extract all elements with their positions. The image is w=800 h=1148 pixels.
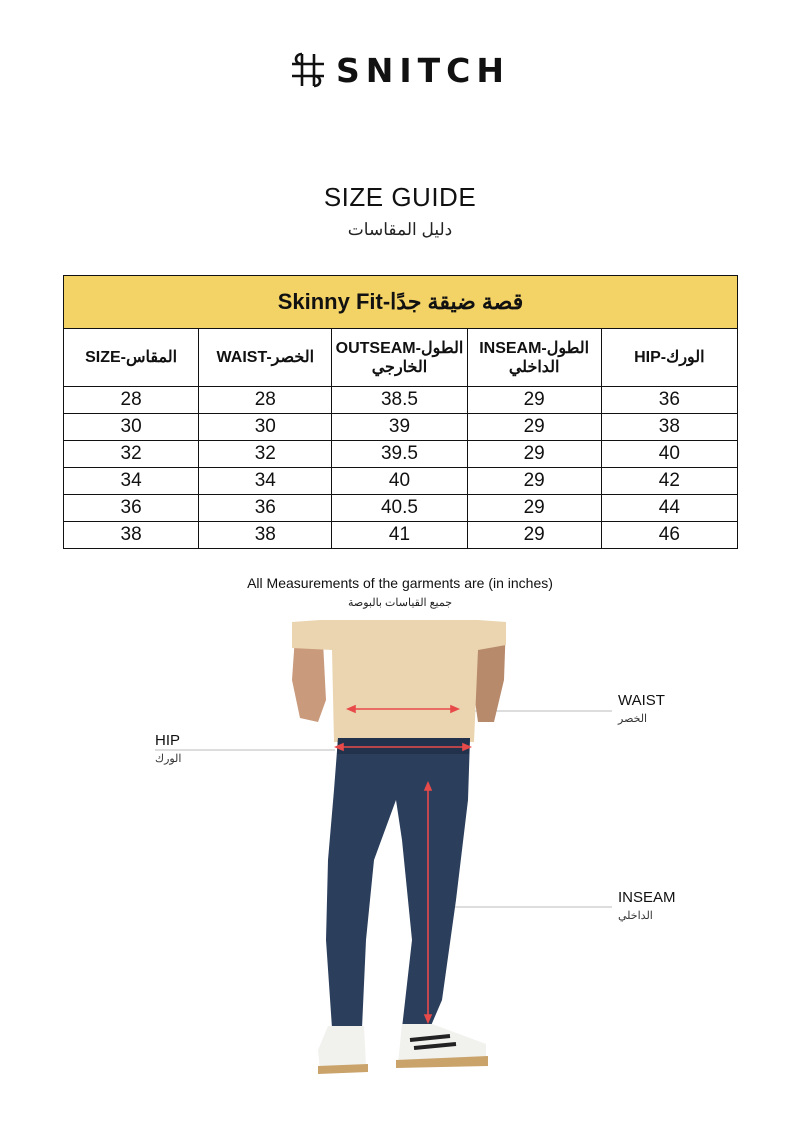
cell-size: 36 bbox=[64, 495, 199, 522]
cell-inseam: 29 bbox=[467, 495, 601, 522]
cell-hip: 42 bbox=[601, 468, 737, 495]
cell-inseam: 29 bbox=[467, 468, 601, 495]
cell-hip: 44 bbox=[601, 495, 737, 522]
col-header-outseam: OUTSEAM-الطول الخارجي bbox=[332, 329, 467, 387]
cell-outseam: 40 bbox=[332, 468, 467, 495]
cell-waist: 36 bbox=[199, 495, 332, 522]
cell-inseam: 29 bbox=[467, 414, 601, 441]
cell-hip: 40 bbox=[601, 441, 737, 468]
cell-outseam: 39 bbox=[332, 414, 467, 441]
cell-waist: 30 bbox=[199, 414, 332, 441]
inseam-label bbox=[618, 890, 676, 924]
waist-label-ar: الخصر bbox=[618, 713, 648, 725]
col-header-hip: HIP-الورك bbox=[601, 329, 737, 387]
table-row bbox=[64, 441, 738, 468]
logo-mark-icon bbox=[290, 52, 326, 88]
cell-waist: 28 bbox=[199, 387, 332, 414]
col-header-size: SIZE-المقاس bbox=[64, 329, 199, 387]
jeans bbox=[326, 738, 470, 1028]
brand-name: SNITCH bbox=[335, 50, 510, 90]
cell-inseam: 29 bbox=[467, 387, 601, 414]
measurement-note: All Measurements of the garments are (in inches) bbox=[247, 575, 553, 591]
waist-label bbox=[618, 693, 665, 727]
hip-label-en: HIP bbox=[155, 732, 181, 749]
table-row bbox=[64, 414, 738, 441]
left-shoe bbox=[318, 1026, 366, 1070]
cell-inseam: 29 bbox=[467, 522, 601, 549]
cell-hip: 38 bbox=[601, 414, 737, 441]
size-table bbox=[63, 275, 738, 549]
cell-inseam: 29 bbox=[467, 441, 601, 468]
col-header-waist: WAIST-الخصر bbox=[199, 329, 332, 387]
cell-outseam: 39.5 bbox=[332, 441, 467, 468]
column-header-row bbox=[64, 329, 738, 387]
measurement-note-arabic: جميع القياسات بالبوصة bbox=[347, 597, 453, 609]
cell-size: 34 bbox=[64, 468, 199, 495]
inseam-label-ar: الداخلي bbox=[618, 910, 653, 922]
cell-hip: 36 bbox=[601, 387, 737, 414]
page-title-arabic: دليل المقاسات bbox=[347, 220, 453, 239]
hip-label-ar: الورك bbox=[155, 753, 182, 765]
cell-waist: 34 bbox=[199, 468, 332, 495]
cell-size: 38 bbox=[64, 522, 199, 549]
fit-type-header: Skinny Fit-قصة ضيقة جدًا bbox=[64, 276, 738, 329]
cell-outseam: 41 bbox=[332, 522, 467, 549]
table-row bbox=[64, 468, 738, 495]
cell-outseam: 38.5 bbox=[332, 387, 467, 414]
cell-size: 32 bbox=[64, 441, 199, 468]
inseam-label-en: INSEAM bbox=[618, 889, 676, 906]
cell-hip: 46 bbox=[601, 522, 737, 549]
table-row bbox=[64, 522, 738, 549]
waistband bbox=[337, 738, 470, 754]
cell-waist: 38 bbox=[199, 522, 332, 549]
hip-label bbox=[155, 733, 181, 767]
cell-size: 28 bbox=[64, 387, 199, 414]
model-figure bbox=[0, 620, 800, 1080]
cell-size: 30 bbox=[64, 414, 199, 441]
table-row bbox=[64, 495, 738, 522]
cell-outseam: 40.5 bbox=[332, 495, 467, 522]
waist-label-en: WAIST bbox=[618, 692, 665, 709]
page-title: SIZE GUIDE bbox=[323, 182, 477, 212]
table-row bbox=[64, 387, 738, 414]
brand-logo bbox=[0, 52, 800, 88]
col-header-inseam: INSEAM-الطول الداخلي bbox=[467, 329, 601, 387]
cell-waist: 32 bbox=[199, 441, 332, 468]
